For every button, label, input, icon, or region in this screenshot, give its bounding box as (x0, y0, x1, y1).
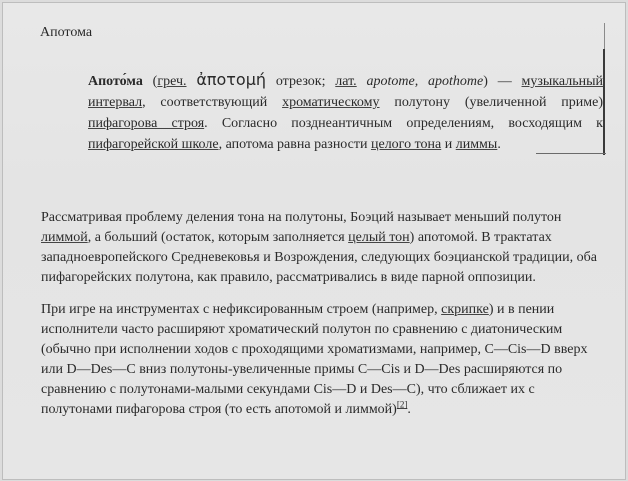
paragraph-boethius (41, 208, 601, 288)
link-pythagorean-school[interactable]: пифагорейской школе (88, 137, 219, 152)
text-segment: ) и в пении исполнители часто расширяют хроматический полутон по сравнению с диатоническим (обычно при исполнении ходов с проходящими хроматизмами, например, C—Cis—D вверх или D—Des—C вниз полутоны-увеличенные примы C—Cis и D—Des расширяются по сравнению с полутонами-малыми секундами Cis—D и Des—C), что сближает их с полутонами пифагорова строя (то есть апотомой и лиммой) (41, 302, 588, 417)
text-segment: Рассматривая проблему деления тона на полутоны, Боэций называет меньший полутон (41, 210, 562, 225)
text-segment: , соответствующий (142, 95, 283, 110)
link-chromatic[interactable]: хроматическому (282, 95, 380, 110)
link-musical[interactable]: музыкальный (521, 74, 603, 89)
text-segment: . Согласно позднеантичным определениям, восходящим к (204, 116, 603, 131)
scanned-page (2, 2, 626, 480)
term-heading: Апото́ма (88, 74, 143, 89)
text-segment: , а больший (остаток, которым заполняется (87, 230, 349, 245)
link-limma[interactable]: лиммы (455, 137, 498, 152)
footnote-ref[interactable]: [2] (396, 399, 408, 410)
greek-word: ἀποτομή (196, 70, 267, 89)
text-segment: ) — (483, 74, 522, 89)
paragraph-performance (41, 300, 601, 420)
text-segment: При игре на инструментах с нефиксированным строем (например, (41, 302, 442, 317)
page-title: Апотома (40, 25, 93, 40)
link-whole-tone[interactable]: целого тона (370, 137, 442, 152)
text-segment: , апотома равна разности (218, 137, 371, 152)
link-pythagorean-tuning[interactable]: пифагорова строя (88, 116, 205, 131)
link-limma[interactable]: лиммой (41, 230, 88, 245)
text-segment: ) апотомой. В трактатах западноевропейского Средневековья и Возрождения, следующих боэцианской традиции, оба пифагорейских полутона, как правило, рассматривались в виде парной оппозиции. (41, 230, 597, 285)
latin-words: apotome, apothome (356, 74, 484, 89)
lang-greek-link[interactable]: греч. (157, 74, 187, 89)
text-segment: и (441, 137, 456, 152)
text-segment: полутону (увеличенной приме) (379, 95, 603, 110)
text-segment: отрезок; (266, 74, 336, 89)
paren-open: ( (152, 74, 158, 89)
link-violin[interactable]: скрипке (441, 302, 489, 317)
link-interval[interactable]: интервал (88, 95, 143, 110)
snippet-right-edge (603, 49, 605, 155)
lang-latin-link[interactable]: лат. (335, 74, 357, 89)
text-segment: . (497, 137, 501, 152)
text-segment: . (407, 402, 411, 417)
definition-snippet (88, 69, 603, 155)
link-whole-tone[interactable]: целый тон (348, 230, 410, 245)
